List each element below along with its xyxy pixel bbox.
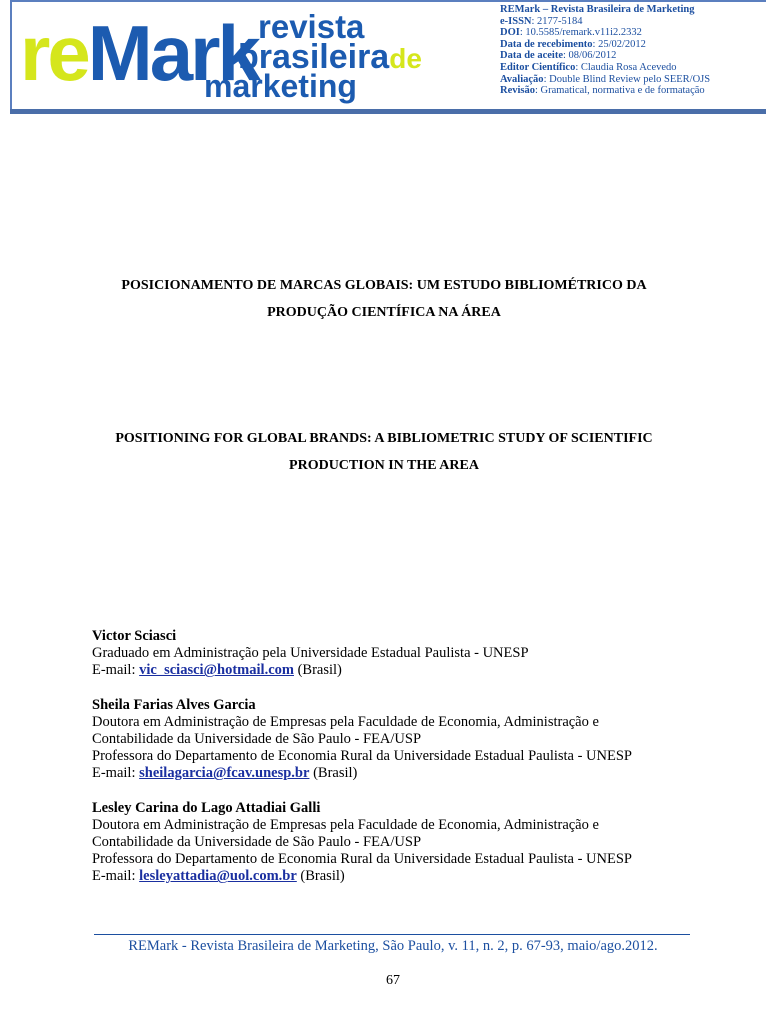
meta-eissn: e-ISSN: 2177-5184 — [500, 15, 583, 27]
author-email-line: E-mail: vic_sciasci@hotmail.com (Brasil) — [92, 662, 342, 679]
author-email-link[interactable]: vic_sciasci@hotmail.com — [139, 662, 294, 679]
header-border-bottom — [10, 109, 766, 114]
author-affiliation: Professora do Departamento de Economia Rural da Universidade Estadual Paulista - UNESP — [92, 851, 632, 868]
footer-citation: REMark - Revista Brasileira de Marketing, São Paulo, v. 11, n. 2, p. 67-93, maio/ago.2012. — [128, 938, 658, 954]
journal-header — [0, 0, 768, 116]
author-affiliation: Contabilidade da Universidade de São Paulo - FEA/USP — [92, 731, 422, 748]
journal-logo — [16, 6, 486, 106]
author-email-link[interactable]: lesleyattadia@uol.com.br — [139, 868, 297, 885]
publication-metadata — [500, 4, 762, 97]
meta-journal: REMark – Revista Brasileira de Marketing — [500, 4, 695, 15]
author-block — [92, 697, 732, 783]
author-name: Lesley Carina do Lago Attadiai Galli — [92, 799, 321, 816]
meta-received: Data de recebimento: 25/02/2012 — [500, 38, 646, 50]
author-name: Sheila Farias Alves Garcia — [92, 696, 256, 713]
meta-editor: Editor Científico: Claudia Rosa Acevedo — [500, 61, 677, 73]
author-block — [92, 800, 732, 886]
meta-accepted: Data de aceite: 08/06/2012 — [500, 50, 617, 62]
meta-doi: DOI: 10.5585/remark.v11i2.2332 — [500, 27, 642, 39]
title-pt-line-1: POSICIONAMENTO DE MARCAS GLOBAIS: UM ESTUDO BIBLIOMÉTRICO DA — [121, 278, 647, 293]
meta-review: Avaliação: Double Blind Review pelo SEER/OJS — [500, 73, 711, 85]
author-affiliation: Professora do Departamento de Economia Rural da Universidade Estadual Paulista - UNESP — [92, 748, 632, 765]
title-english — [0, 425, 768, 479]
author-block — [92, 628, 732, 680]
author-email-link[interactable]: sheilagarcia@fcav.unesp.br — [139, 765, 310, 782]
logo-line-revista: revista — [258, 8, 365, 45]
logo-wordmark: reMark — [20, 9, 258, 97]
author-affiliation: Graduado em Administração pela Universidade Estadual Paulista - UNESP — [92, 645, 529, 662]
title-en-line-2: PRODUCTION IN THE AREA — [289, 458, 479, 473]
author-email-line: E-mail: sheilagarcia@fcav.unesp.br (Brasil) — [92, 765, 358, 782]
logo-line-marketing: marketing — [204, 68, 357, 104]
footer-divider — [94, 934, 690, 935]
meta-revision: Revisão: Gramatical, normativa e de formatação — [500, 85, 705, 97]
title-portuguese — [0, 272, 768, 326]
author-affiliation: Doutora em Administração de Empresas pela Faculdade de Economia, Administração e — [92, 816, 599, 833]
title-pt-line-2: PRODUÇÃO CIENTÍFICA NA ÁREA — [267, 305, 501, 320]
page-number: 67 — [386, 973, 400, 988]
author-affiliation: Doutora em Administração de Empresas pela Faculdade de Economia, Administração e — [92, 713, 599, 730]
author-name: Victor Sciasci — [92, 628, 177, 644]
author-list — [92, 628, 732, 903]
logo-line-brasileira: brasileirade — [238, 38, 422, 76]
header-border-top — [10, 0, 766, 2]
title-en-line-1: POSITIONING FOR GLOBAL BRANDS: A BIBLIOMETRIC STUDY OF SCIENTIFIC — [115, 431, 653, 446]
author-email-line: E-mail: lesleyattadia@uol.com.br (Brasil) — [92, 868, 345, 885]
author-affiliation: Contabilidade da Universidade de São Paulo - FEA/USP — [92, 834, 422, 851]
header-border-left — [10, 0, 12, 112]
